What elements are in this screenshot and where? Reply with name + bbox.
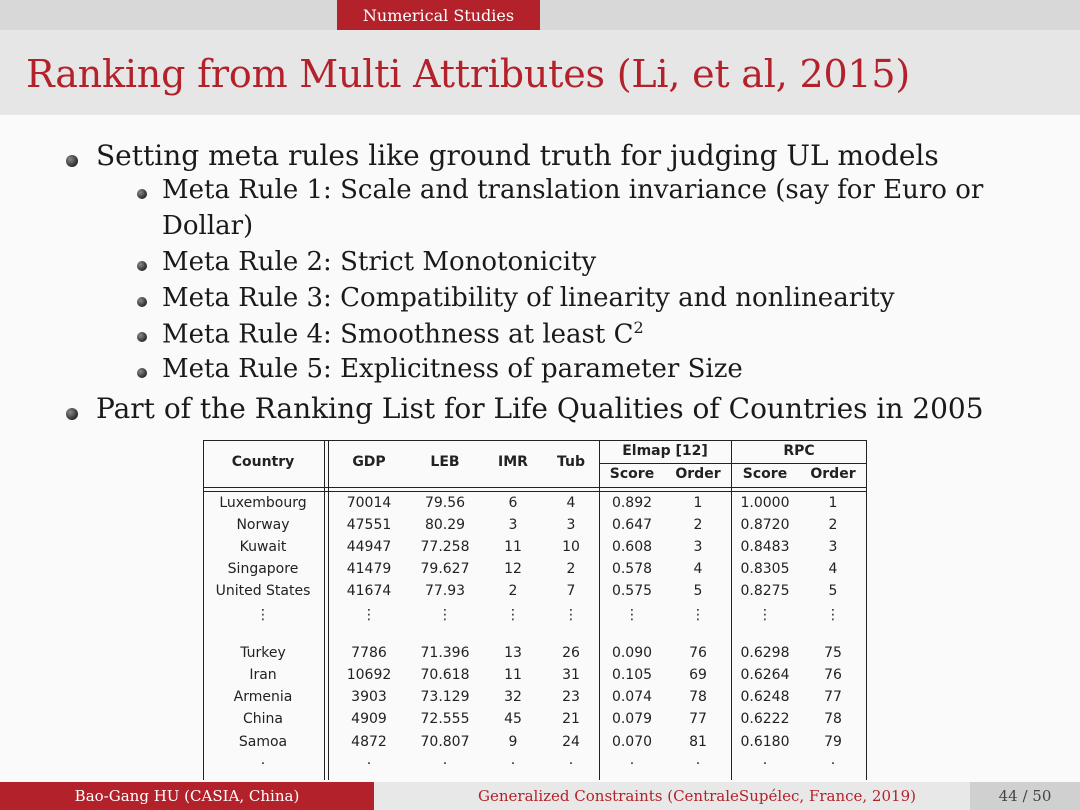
cell-rpc-score: · xyxy=(762,756,768,772)
sub-bullet-icon xyxy=(137,189,147,199)
cell-rpc-score: 0.6248 xyxy=(740,689,790,705)
sub-bullet-icon xyxy=(137,332,147,342)
cell-tub: 23 xyxy=(562,689,580,705)
cell-rpc-order: ⋮ xyxy=(826,607,840,623)
cell-elmap-order: 69 xyxy=(689,667,707,683)
cell-leb: 80.29 xyxy=(424,517,466,533)
cell-rpc-score: 0.8720 xyxy=(740,517,790,533)
cell-imr: ⋮ xyxy=(506,607,520,623)
cell-tub: 24 xyxy=(562,734,580,750)
section-tab[interactable]: Numerical Studies xyxy=(337,0,540,30)
cell-country: Norway xyxy=(236,517,290,533)
cell-tub: · xyxy=(568,756,574,772)
cell-elmap-order: 5 xyxy=(693,583,703,599)
cell-leb: 77.93 xyxy=(424,583,466,599)
cell-imr: 13 xyxy=(504,645,522,661)
cell-country: Turkey xyxy=(240,645,286,661)
cell-gdp: 7786 xyxy=(351,645,387,661)
cell-rpc-score: 1.0000 xyxy=(740,495,790,511)
cell-leb: 71.396 xyxy=(420,645,470,661)
cell-gdp: 44947 xyxy=(346,539,392,555)
header-elmap-score: Score xyxy=(609,466,655,482)
cell-elmap-score: 0.575 xyxy=(611,583,653,599)
cell-imr: 9 xyxy=(508,734,518,750)
cell-imr: 45 xyxy=(504,711,522,727)
header-rpc-order: Order xyxy=(810,466,856,482)
cell-gdp: 4872 xyxy=(351,734,387,750)
cell-country: · xyxy=(260,756,266,772)
cell-elmap-score: 0.105 xyxy=(611,667,653,683)
cell-leb: 73.129 xyxy=(420,689,470,705)
cell-tub: ⋮ xyxy=(564,607,578,623)
page-number: 44 / 50 xyxy=(970,782,1080,810)
cell-gdp: 47551 xyxy=(346,517,392,533)
cell-rpc-order: · xyxy=(830,756,836,772)
cell-tub: 7 xyxy=(566,583,576,599)
cell-rpc-order: 78 xyxy=(824,711,842,727)
cell-rpc-score: 0.6298 xyxy=(740,645,790,661)
cell-leb: · xyxy=(442,756,448,772)
cell-country: Iran xyxy=(249,667,277,683)
meta-rule-3: Meta Rule 3: Compatibility of linearity and nonlinearity xyxy=(162,283,895,313)
cell-gdp: ⋮ xyxy=(362,607,376,623)
cell-elmap-order: 4 xyxy=(693,561,703,577)
frame-title: Ranking from Multi Attributes (Li, et al, 2015) xyxy=(26,52,911,96)
cell-rpc-order: 79 xyxy=(824,734,842,750)
cell-rpc-score: 0.6180 xyxy=(740,734,790,750)
cell-elmap-order: 77 xyxy=(689,711,707,727)
cell-elmap-score: · xyxy=(629,756,635,772)
cell-elmap-order: 2 xyxy=(693,517,703,533)
cell-elmap-order: · xyxy=(695,756,701,772)
cell-country: Luxembourg xyxy=(219,495,307,511)
meta-rule-1: Meta Rule 1: Scale and translation invariance (say for Euro or xyxy=(162,175,984,205)
cell-leb: 79.56 xyxy=(424,495,466,511)
header-leb: LEB xyxy=(430,454,460,470)
cell-rpc-score: 0.8483 xyxy=(740,539,790,555)
cell-rpc-score: ⋮ xyxy=(758,607,772,623)
header-elmap-order: Order xyxy=(675,466,721,482)
cell-leb: 70.807 xyxy=(420,734,470,750)
meta-rule-5: Meta Rule 5: Explicitness of parameter Size xyxy=(162,354,743,384)
cell-gdp: 4909 xyxy=(351,711,387,727)
meta-rule-1-continued: Dollar) xyxy=(162,211,254,241)
cell-elmap-score: 0.608 xyxy=(611,539,653,555)
header-elmap: Elmap [12] xyxy=(622,443,708,459)
cell-imr: 11 xyxy=(504,539,522,555)
cell-country: Kuwait xyxy=(239,539,287,555)
footer-author: Bao-Gang HU (CASIA, China) xyxy=(0,782,374,810)
cell-elmap-order: 78 xyxy=(689,689,707,705)
cell-gdp: 70014 xyxy=(346,495,392,511)
cell-country: China xyxy=(243,711,283,727)
cell-imr: · xyxy=(510,756,516,772)
cell-rpc-order: 2 xyxy=(828,517,838,533)
cell-elmap-score: 0.074 xyxy=(611,689,653,705)
header-rpc-score: Score xyxy=(742,466,788,482)
cell-elmap-score: 0.070 xyxy=(611,734,653,750)
cell-rpc-score: 0.8275 xyxy=(740,583,790,599)
sub-bullet-icon xyxy=(137,368,147,378)
cell-elmap-order: 3 xyxy=(693,539,703,555)
top-navigation-bar xyxy=(0,0,1080,30)
cell-tub: 10 xyxy=(562,539,580,555)
cell-imr: 6 xyxy=(508,495,518,511)
cell-elmap-score: 0.892 xyxy=(611,495,653,511)
cell-imr: 3 xyxy=(508,517,518,533)
cell-country: Armenia xyxy=(233,689,293,705)
footer-talk-title: Generalized Constraints (CentraleSupélec, France, 2019) xyxy=(374,782,1020,810)
meta-rule-4-superscript: 2 xyxy=(633,318,644,337)
cell-rpc-order: 3 xyxy=(828,539,838,555)
cell-elmap-score: 0.578 xyxy=(611,561,653,577)
cell-tub: 3 xyxy=(566,517,576,533)
footer-bar xyxy=(0,782,1080,810)
sub-bullet-icon xyxy=(137,297,147,307)
header-country: Country xyxy=(231,454,295,470)
cell-elmap-score: 0.647 xyxy=(611,517,653,533)
cell-rpc-score: 0.6222 xyxy=(740,711,790,727)
cell-country: Samoa xyxy=(238,734,288,750)
bullet-icon xyxy=(66,408,78,420)
cell-elmap-score: 0.090 xyxy=(611,645,653,661)
cell-leb: 72.555 xyxy=(420,711,470,727)
cell-leb: 79.627 xyxy=(420,561,470,577)
cell-tub: 21 xyxy=(562,711,580,727)
cell-rpc-order: 77 xyxy=(824,689,842,705)
cell-rpc-order: 5 xyxy=(828,583,838,599)
sub-bullet-icon xyxy=(137,261,147,271)
cell-rpc-score: 0.8305 xyxy=(740,561,790,577)
cell-imr: 2 xyxy=(508,583,518,599)
cell-gdp: 41674 xyxy=(346,583,392,599)
meta-rule-4 xyxy=(162,318,644,350)
cell-elmap-order: 81 xyxy=(689,734,707,750)
cell-gdp: 3903 xyxy=(351,689,387,705)
cell-tub: 2 xyxy=(566,561,576,577)
bullet-icon xyxy=(66,155,78,167)
cell-rpc-score: 0.6264 xyxy=(740,667,790,683)
cell-elmap-score: ⋮ xyxy=(625,607,639,623)
cell-rpc-order: 76 xyxy=(824,667,842,683)
cell-gdp: 10692 xyxy=(346,667,392,683)
cell-country: ⋮ xyxy=(256,607,270,623)
meta-rule-2: Meta Rule 2: Strict Monotonicity xyxy=(162,247,597,277)
cell-rpc-order: 1 xyxy=(828,495,838,511)
cell-imr: 12 xyxy=(504,561,522,577)
cell-elmap-order: ⋮ xyxy=(691,607,705,623)
cell-elmap-score: 0.079 xyxy=(611,711,653,727)
cell-rpc-order: 4 xyxy=(828,561,838,577)
cell-rpc-order: 75 xyxy=(824,645,842,661)
cell-country: United States xyxy=(215,583,311,599)
cell-country: Singapore xyxy=(227,561,299,577)
bullet-ranking-list: Part of the Ranking List for Life Qualities of Countries in 2005 xyxy=(96,392,984,425)
cell-tub: 4 xyxy=(566,495,576,511)
cell-tub: 31 xyxy=(562,667,580,683)
cell-gdp: 41479 xyxy=(346,561,392,577)
cell-gdp: · xyxy=(366,756,372,772)
meta-rule-4-text: Meta Rule 4: Smoothness at least C xyxy=(162,319,634,350)
cell-tub: 26 xyxy=(562,645,580,661)
header-gdp: GDP xyxy=(352,454,386,470)
cell-leb: 70.618 xyxy=(420,667,470,683)
cell-imr: 32 xyxy=(504,689,522,705)
cell-imr: 11 xyxy=(504,667,522,683)
header-tub: Tub xyxy=(557,454,585,470)
header-imr: IMR xyxy=(498,454,528,470)
bullet-meta-rules: Setting meta rules like ground truth for judging UL models xyxy=(96,139,939,172)
cell-leb: ⋮ xyxy=(438,607,452,623)
ranking-table xyxy=(203,440,867,780)
header-rpc: RPC xyxy=(783,443,815,459)
cell-elmap-order: 1 xyxy=(693,495,703,511)
cell-leb: 77.258 xyxy=(420,539,470,555)
cell-elmap-order: 76 xyxy=(689,645,707,661)
